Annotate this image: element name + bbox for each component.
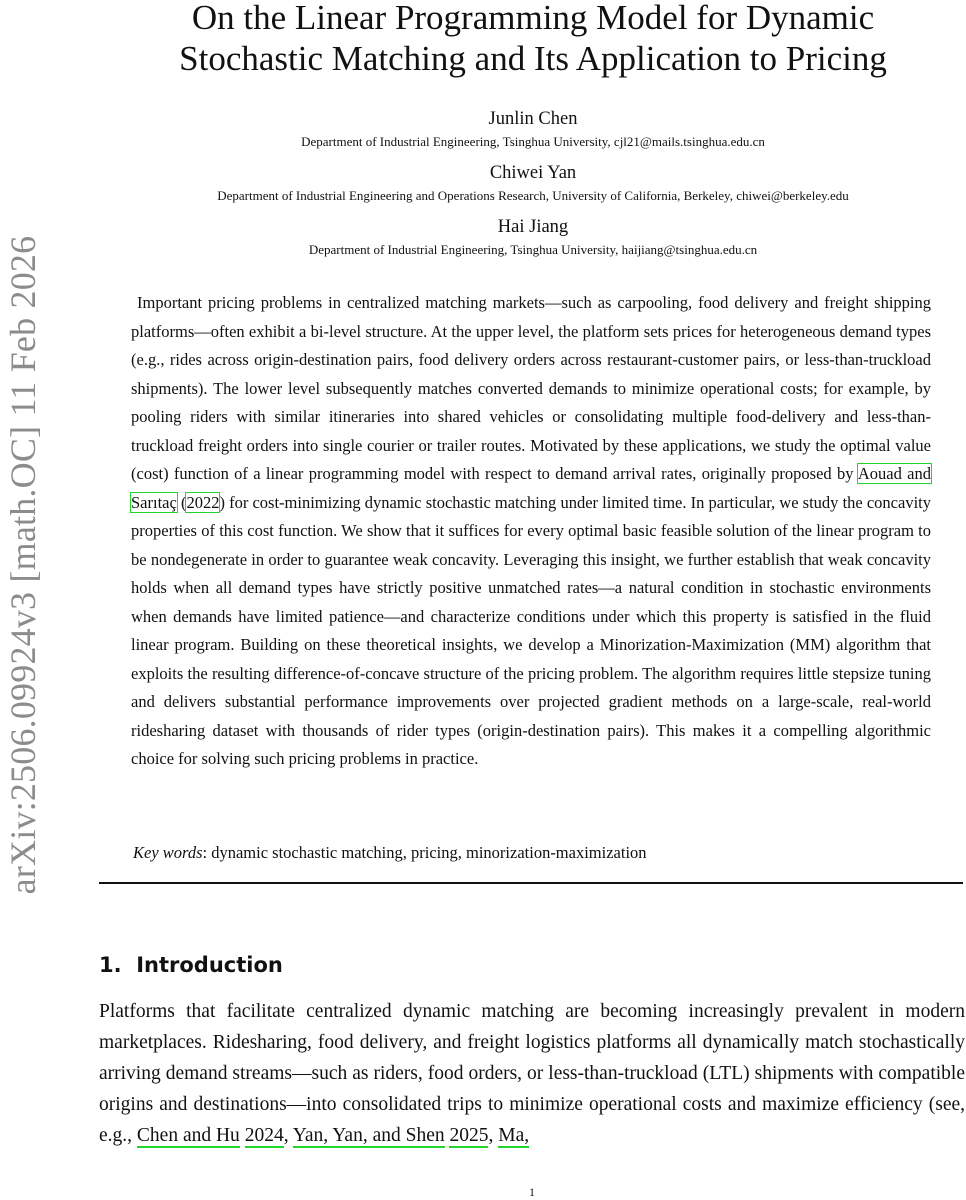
keywords-list: dynamic stochastic matching, pricing, minorization-maximization	[207, 843, 647, 862]
citation-paren-close: )	[219, 492, 225, 512]
keywords-colon: :	[202, 843, 208, 862]
citation-link-yan-yan-shen[interactable]: Yan, Yan, and Shen	[292, 1125, 445, 1146]
intro-text: Platforms that facilitate centralized dynamic matching are becoming increasingly prevalent in modern marketplaces. Ridesharing, food delivery, and freight logistics platforms all dynamically match stochastically arriving demand streams—such as riders, food orders, or less-than-truckload (LTL) shipments with compatible origins and destinations—into consolidated trips to minimize operational costs and maximize efficiency (see, e.g.,	[99, 1001, 965, 1146]
citation-link-year-2022[interactable]: 2022	[186, 492, 220, 512]
citation-paren-open: (	[176, 492, 187, 512]
title-line-2: Stochastic Matching and Its Application to Pricing	[179, 39, 887, 78]
section-title: Introduction	[136, 953, 283, 977]
author-block-3	[100, 216, 966, 258]
abstract-text-part-2: for cost-minimizing dynamic stochastic matching under limited time. In particular, we study the concavity properties of this cost function. We show that it suffices for every optimal basic feasible solution of the linear program to be nondegenerate in order to guarantee weak concavity. Leveraging this insight, we further establish that weak concavity holds when all demand types have strictly positive unmatched rates—a natural condition in stochastic environments when demands have limited patience—and characterize conditions under which this property is satisfied in the fluid linear program. Building on these theoretical insights, we develop a Minorization-Maximization (MM) algorithm that exploits the resulting difference-of-concave structure of the pricing problem. The algorithm requires little stepsize tuning and delivers substantial performance improvements over projected gradient methods on a large-scale, real-world ridesharing dataset with thousands of rider types (origin-destination pairs). This makes it a compelling algorithmic choice for solving such pricing problems in practice.	[131, 492, 931, 768]
arxiv-identifier-stamp: arXiv:2506.09924v3 [math.OC] 11 Feb 2026	[3, 235, 43, 895]
section-divider	[99, 882, 963, 884]
author-affiliation: Department of Industrial Engineering, Tsinghua University, haijiang@tsinghua.edu.cn	[308, 242, 758, 257]
abstract	[131, 289, 931, 774]
citation-link-ma[interactable]: Ma,	[498, 1125, 530, 1146]
keywords-label: Key words	[133, 843, 203, 862]
author-block-2	[100, 162, 966, 204]
introduction-paragraph	[99, 996, 965, 1151]
author-affiliation: Department of Industrial Engineering and Operations Research, University of California, Berkeley, chiwei@berkeley.edu	[217, 188, 849, 203]
keywords	[133, 840, 933, 866]
abstract-text-part-1: Important pricing problems in centralized matching markets—such as carpooling, food delivery and freight shipping platforms—often exhibit a bi-level structure. At the upper level, the platform sets prices for heterogeneous demand types (e.g., rides across origin-destination pairs, food delivery orders across restaurant-customer pairs, or less-than-truckload shipments). The lower level subsequently matches converted demands to minimize operational costs; for example, by pooling riders with similar itineraries into shared vehicles or consolidating multiple food-delivery and less-than-truckload freight orders into single courier or trailer routes. Motivated by these applications, we study the optimal value (cost) function of a linear programming model with respect to demand arrival rates, originally proposed by	[131, 293, 931, 483]
citation-separator: ,	[283, 1125, 293, 1146]
section-number: 1.	[99, 953, 122, 977]
author-affiliation: Department of Industrial Engineering, Tsinghua University, cjl21@mails.tsinghua.edu.cn	[301, 134, 765, 149]
author-name: Chiwei Yan	[489, 163, 577, 183]
citation-separator: ,	[488, 1125, 499, 1146]
title-line-1: On the Linear Programming Model for Dynamic	[191, 0, 875, 37]
author-block-1	[100, 108, 966, 150]
citation-link-chen-hu[interactable]: Chen and Hu	[136, 1125, 240, 1146]
author-name: Hai Jiang	[497, 217, 569, 237]
citation-link-aouad-saritac[interactable]: Aouad and Sarıtaç	[131, 464, 931, 512]
page-number: 1	[529, 1185, 535, 1199]
author-name: Junlin Chen	[488, 109, 578, 129]
citation-link-yan-yan-shen-year[interactable]: 2025	[449, 1125, 489, 1146]
citation-link-chen-hu-year[interactable]: 2024	[244, 1125, 284, 1146]
paper-title	[100, 0, 966, 79]
section-heading-introduction	[99, 950, 283, 980]
